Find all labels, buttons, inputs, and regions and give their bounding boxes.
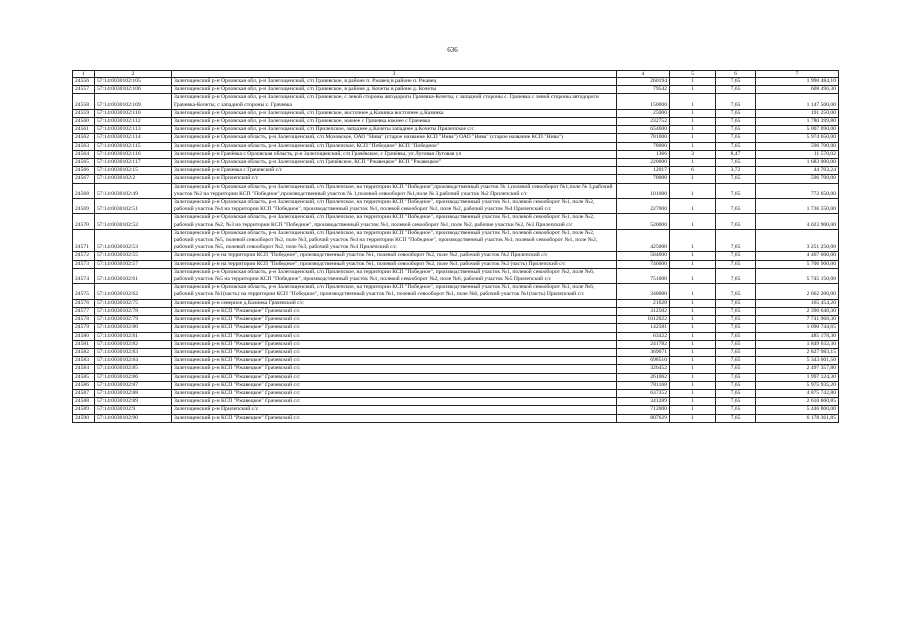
rate-cell: 7,65 [716,199,756,214]
area-cell: 637352 [617,389,670,397]
category-cell: 1 [670,214,716,229]
cadastral-number-cell: 57:14:0030102:79 [95,316,172,324]
location-description-cell: Залегощенский р-н Орловская область, р-н Залегощенский, с/п Прилепское, на территории КСП "Победное", производственный участок №1, полевой севооборот №1, поле №6, рабочий участок №1(часть) на территории КСП "Победное", производственный участок №1, полевой севооборот №1, поле №6, рабочий участок №1(часть) Прилепский с/с [172,284,617,299]
category-cell: 1 [670,268,716,283]
location-description-cell: Залегощенский р-н КСП "Ржавецкое" Грачевский с/с [172,373,617,381]
row-number-cell: 24569 [73,199,95,214]
area-cell: 654600 [617,126,670,134]
table-row [73,332,839,340]
area-cell: 142581 [617,324,670,332]
column-header: 4 [617,71,670,78]
table-row [73,348,839,356]
location-description-cell: Залегощенский р-н Орловская область, р-н Залегощенский, с/п Прилепское, на территории КСП "Победное", производственный участок №1, полевой севооборот №1, поле №2, рабочий участок №2, №3 на территории КСП "Победное", производственный участок №1, полевой севооборот №1, поле №2, рабочие участки №2, №3 Прилепский с/с [172,214,617,229]
table-row [73,134,839,142]
rate-cell: 7,65 [716,324,756,332]
cadastral-number-cell: 57:14:0030102:105 [95,78,172,86]
location-description-cell: Залегощенский р-н Орловская обл, р-н Залегощенский, с/п Грачевское, с левой стороны автодороги Грачевка-Кочеты, с западной стороны с. Грачевка с левой стороны автодороги Грачевка-Кочеты, с западной стороны с. Грачевка [172,94,617,109]
table-row [73,94,839,109]
location-description-cell: Залегощенский р-н на территории КСП "Победное", производственный участок №1, полевой севооборот №2, поле №3, рабочий участок №2 (часть) Прилепский с/с [172,260,617,268]
rate-cell: 7,65 [716,94,756,109]
table-row [73,268,839,283]
area-cell: 751000 [617,268,670,283]
rate-cell: 7,65 [716,214,756,229]
row-number-cell: 24564 [73,150,95,158]
table-row [73,365,839,373]
area-cell: 712000 [617,406,670,414]
cadastral-value-cell: 2 662 200,00 [756,284,839,299]
category-cell: 1 [670,406,716,414]
rate-cell: 7,65 [716,118,756,126]
cadastral-number-cell: 57:14:0030102:52 [95,214,172,229]
location-description-cell: Залегощенский р-н Орловская обл, р-н Залегощенский, с/п Прилепское, западнее д.Кочеты западнее д.Кочеты Прилепское с/с [172,126,617,134]
cadastral-value-cell: 6 178 361,85 [756,414,839,422]
cadastral-value-cell: 2 827 983,15 [756,348,839,356]
area-cell: 348000 [617,284,670,299]
row-number-cell: 24558 [73,94,95,109]
table-row [73,316,839,324]
cadastral-number-cell: 57:14:0030102:110 [95,109,172,117]
cadastral-value-cell: 596 700,00 [756,175,839,183]
cadastral-number-cell: 57:14:0030102:112 [95,118,172,126]
cadastral-number-cell: 57:14:0030102:88 [95,389,172,397]
row-number-cell: 24557 [73,86,95,94]
rate-cell: 7,65 [716,340,756,348]
rate-cell: 7,65 [716,316,756,324]
column-header: 5 [670,71,716,78]
cadastral-value-cell: 1 090 744,65 [756,324,839,332]
category-cell: 1 [670,199,716,214]
cadastral-value-cell: 3 251 250,00 [756,229,839,252]
area-cell: 12017 [617,167,670,175]
area-cell: 78000 [617,175,670,183]
cadastral-number-cell: 57:14:0030102:85 [95,365,172,373]
rate-cell: 7,65 [716,109,756,117]
row-number-cell: 24579 [73,324,95,332]
cadastral-value-cell: 772 650,00 [756,183,839,198]
table-row [73,118,839,126]
cadastral-number-cell: 57:14:0030102:61 [95,268,172,283]
table-body [73,78,839,423]
row-number-cell: 24589 [73,406,95,414]
location-description-cell: Залегощенский р-н КСП "Ржавецкое" Грачевский с/с [172,316,617,324]
area-cell: 781000 [617,134,670,142]
row-number-cell: 24580 [73,332,95,340]
category-cell: 1 [670,357,716,365]
area-cell: 425000 [617,229,670,252]
cadastral-number-cell: 57:14:0030102:117 [95,159,172,167]
category-cell: 6 [670,167,716,175]
table-row [73,299,839,307]
table-row [73,389,839,397]
rate-cell: 7,65 [716,126,756,134]
location-description-cell: Залегощенский р-н Орловская область, р-н Залегощенский, с/п Моховское, ОАО "Нива" (старое название КСП "Нива") ОАО "Нива" (старое название КСП "Нива") [172,134,617,142]
column-header: 6 [716,71,756,78]
cadastral-value-cell: 11 570,02 [756,150,839,158]
category-cell: 1 [670,398,716,406]
table-row [73,126,839,134]
table-row [73,398,839,406]
location-description-cell: Залегощенский р-н Прилепский с/с [172,175,617,183]
rate-cell: 7,65 [716,414,756,422]
cadastral-number-cell: 57:14:0030102:113 [95,126,172,134]
row-number-cell: 24582 [73,348,95,356]
cadastral-value-cell: 2 497 357,80 [756,365,839,373]
area-cell: 79542 [617,86,670,94]
category-cell: 1 [670,134,716,142]
table-row [73,229,839,252]
row-number-cell: 24571 [73,229,95,252]
category-cell: 1 [670,229,716,252]
rate-cell: 7,65 [716,373,756,381]
table-row [73,324,839,332]
location-description-cell: Залегощенский р-н Орловская область, р-н Залегощенский, с/п Прилепское, на территории КСП "Победное", производственный участок №1, полевой севооборот №1, поле №2, рабочий участок №5, полевой севооборот №2, поле №3, рабочий участок №4 на территории КСП "Победное", производственный участок №1, полевой севооборот №1, поле №2, рабочий участок №5, полевой севооборот №2, поле №3, рабочий участок №4 Прилепский с/с [172,229,617,252]
row-number-cell: 24587 [73,389,95,397]
location-description-cell: Залегощенский р-н северное д.Казинка Грачевский с/с [172,299,617,307]
row-number-cell: 24581 [73,340,95,348]
rate-cell: 7,65 [716,284,756,299]
category-cell: 1 [670,373,716,381]
row-number-cell: 24570 [73,214,95,229]
row-number-cell: 24586 [73,381,95,389]
cadastral-number-cell: 57:14:0030102:106 [95,86,172,94]
area-cell: 232752 [617,118,670,126]
cadastral-value-cell: 1 683 000,00 [756,159,839,167]
rate-cell: 7,65 [716,183,756,198]
table-row [73,109,839,117]
row-number-cell: 24575 [73,284,95,299]
row-number-cell: 24563 [73,142,95,150]
category-cell: 1 [670,324,716,332]
cadastral-number-cell: 57:14:0030102:81 [95,332,172,340]
area-cell: 1366 [617,150,670,158]
location-description-cell: Залегощенский р-н КСП "Ржавецкое" Грачевский с/с [172,324,617,332]
area-cell: 220000 [617,159,670,167]
location-description-cell: Залегощенский р-н Орловская область, р-н Залегощенский, с/п Грачёвское, КСП "Ржавецкое" КСП "Ржавецкое" [172,159,617,167]
table-row [73,357,839,365]
cadastral-number-cell: 57:14:0030102:55 [95,252,172,260]
location-description-cell: Залегощенский р-н Орловская область, р-н Залегощенский, с/п Прилепское, на территории КСП "Победное",производственный участок № 1,полевой севооборот №1,поле № 3,рабочий участок №2 на территории КСП "Победное",производственный участок № 1,полевой севооборот №1,поле № 3,рабочий участок №2 Прилепский с/с [172,183,617,198]
column-number-row [73,71,839,78]
cadastral-value-cell: 5 343 601,50 [756,357,839,365]
rate-cell: 7,65 [716,229,756,252]
category-cell: 1 [670,94,716,109]
cadastral-value-cell: 4 023 900,00 [756,214,839,229]
category-cell: 1 [670,381,716,389]
row-number-cell: 24572 [73,252,95,260]
location-description-cell: Залегощенский р-н КСП "Ржавецкое" Грачевский с/с [172,357,617,365]
location-description-cell: Залегощенский р-н Орловская обл, р-н Залегощенский, с/п Грачевское, южнее с Грачевка южнее с Грачевка [172,118,617,126]
table-row [73,78,839,86]
table-row [73,252,839,260]
rate-cell: 7,65 [716,268,756,283]
area-cell: 698510 [617,357,670,365]
category-cell: 1 [670,260,716,268]
row-number-cell: 24561 [73,126,95,134]
cadastral-number-cell: 57:14:0030102:86 [95,373,172,381]
cadastral-number-cell: 57:14:0030102:57 [95,260,172,268]
cadastral-number-cell: 57:14:0030102:75 [95,299,172,307]
rate-cell: 7,65 [716,134,756,142]
area-cell: 150000 [617,94,670,109]
rate-cell: 7,65 [716,299,756,307]
cadastral-number-cell: 57:14:0030102:9 [95,406,172,414]
row-number-cell: 24578 [73,316,95,324]
cadastral-number-cell: 57:14:0030102:53 [95,229,172,252]
table-row [73,199,839,214]
table-row [73,167,839,175]
area-cell: 369671 [617,348,670,356]
table-row [73,406,839,414]
cadastral-value-cell: 1 147 500,00 [756,94,839,109]
cadastral-number-cell: 57:14:0030102:83 [95,348,172,356]
cadastral-number-cell: 57:14:0030102:78 [95,307,172,315]
category-cell: 1 [670,159,716,167]
row-number-cell: 24584 [73,365,95,373]
cadastral-number-cell: 57:14:0030102:82 [95,340,172,348]
category-cell: 1 [670,307,716,315]
rate-cell: 7,65 [716,357,756,365]
rate-cell: 7,65 [716,307,756,315]
table-row [73,373,839,381]
cadastral-value-cell: 2 390 640,30 [756,307,839,315]
category-cell: 1 [670,284,716,299]
location-description-cell: Залегощенский р-н КСП "Ржавецкое" Грачевский с/с [172,365,617,373]
location-description-cell: Залегощенский р-н КСП "Ржавецкое" Грачевский с/с [172,389,617,397]
table-row [73,86,839,94]
rate-cell: 7,65 [716,389,756,397]
row-number-cell: 24556 [73,78,95,86]
location-description-cell: Залегощенский р-н КСП "Ржавецкое" Грачевский с/с [172,307,617,315]
rate-cell: 3,72 [716,167,756,175]
category-cell: 1 [670,109,716,117]
rate-cell: 8,47 [716,150,756,158]
row-number-cell: 24588 [73,398,95,406]
cadastral-value-cell: 5 975 935,20 [756,381,839,389]
area-cell: 341289 [617,398,670,406]
cadastral-number-cell: 57:14:0030102:115 [95,142,172,150]
row-number-cell: 24566 [73,167,95,175]
area-cell: 260194 [617,78,670,86]
area-cell: 63422 [617,332,670,340]
cadastral-number-cell: 57:14:0030102:90 [95,414,172,422]
area-cell: 584000 [617,252,670,260]
rate-cell: 7,65 [716,365,756,373]
category-cell: 1 [670,175,716,183]
column-header: 7 [756,71,839,78]
cadastral-value-cell: 4 875 742,80 [756,389,839,397]
area-cell: 21628 [617,299,670,307]
category-cell: 1 [670,316,716,324]
category-cell: 1 [670,142,716,150]
location-description-cell: Залегощенский р-н на территории КСП "Победное", производственный участок №1, полевой севооборот №2, поле №2, рабочий участок №2 Прилепский с/с [172,252,617,260]
cadastral-number-cell: 57:14:0030102:2 [95,175,172,183]
category-cell: 1 [670,118,716,126]
table-row [73,340,839,348]
table-row [73,175,839,183]
cadastral-value-cell: 5 745 150,00 [756,268,839,283]
row-number-cell: 24565 [73,159,95,167]
location-description-cell: Залегощенский р-н КСП "Ржавецкое" Грачевский с/с [172,414,617,422]
area-cell: 241782 [617,340,670,348]
row-number-cell: 24559 [73,109,95,117]
category-cell: 1 [670,86,716,94]
cadastral-value-cell: 485 178,30 [756,332,839,340]
cadastral-number-cell: 57:14:0030102:109 [95,94,172,109]
rate-cell: 7,65 [716,406,756,414]
category-cell: 1 [670,332,716,340]
location-description-cell: Залегощенский р-н КСП "Ржавецкое" Грачевский с/с [172,348,617,356]
rate-cell: 7,65 [716,252,756,260]
column-header: 2 [95,71,172,78]
location-description-cell: Залегощенский р-н КСП "Ржавецкое" Грачевский с/с [172,340,617,348]
rate-cell: 7,65 [716,175,756,183]
cadastral-value-cell: 5 706 900,00 [756,260,839,268]
location-description-cell: Залегощенский р-н Орловская обл, р-н Залегощенский, с/п Грачевское, восточнее д.Казинка восточнее д.Казинка [172,109,617,117]
category-cell: 1 [670,183,716,198]
rate-cell: 7,65 [716,142,756,150]
row-number-cell: 24562 [73,134,95,142]
rate-cell: 7,65 [716,348,756,356]
table-row [73,150,839,158]
row-number-cell: 24590 [73,414,95,422]
row-number-cell: 24560 [73,118,95,126]
table-row [73,214,839,229]
area-cell: 781168 [617,381,670,389]
cadastral-value-cell: 7 741 968,30 [756,316,839,324]
table-row [73,381,839,389]
area-cell: 101000 [617,183,670,198]
cadastral-number-cell: 57:14:0030102:116 [95,150,172,158]
cadastral-value-cell: 5 446 800,00 [756,406,839,414]
area-cell: 807629 [617,414,670,422]
category-cell: 3 [670,150,716,158]
table-row [73,159,839,167]
rate-cell: 7,65 [716,159,756,167]
cadastral-number-cell: 57:14:0030102:15 [95,167,172,175]
location-description-cell: Залегощенский р-н КСП "Ржавецкое" Грачевский с/с [172,381,617,389]
cadastral-number-cell: 57:14:0030102:89 [95,398,172,406]
row-number-cell: 24568 [73,183,95,198]
cadastral-number-cell: 57:14:0030102:84 [95,357,172,365]
location-description-cell: Залегощенский р-н Орловская область, р-н Залегощенский, с/п Прилепское, на территории КСП "Победное", производственный участок №1, полевой севооборот №2, поле №6, рабочий участок №5 на территории КСП "Победное", производственный участок №1, полевой севооборот №2, поле №6, рабочий участок №5 Прилепский с/с [172,268,617,283]
location-description-cell: Залегощенский р-н КСП "Ржавецкое" Грачевский с/с [172,398,617,406]
area-cell: 526000 [617,214,670,229]
cadastral-number-cell: 57:14:0030102:114 [95,134,172,142]
category-cell: 1 [670,126,716,134]
area-cell: 227000 [617,199,670,214]
location-description-cell: Залегощенский р-н Орловская область, р-н Залегощенский, с/п Прилепское, КСП "Победное" КСП "Победное" [172,142,617,150]
cadastral-value-cell: 165 454,20 [756,299,839,307]
cadastral-value-cell: 191 250,00 [756,109,839,117]
location-description-cell: Залегощенский р-н Грачевка с Грачевский с/с [172,167,617,175]
table-row [73,260,839,268]
cadastral-number-cell: 57:14:0030102:80 [95,324,172,332]
location-description-cell: Залегощенский р-н Орловская обл, р-н Залегощенский, с/п Грачевское, в районе п. Ржавец в районе п. Ржавец [172,78,617,86]
location-description-cell: Залегощенский р-н Грачёвка с Орловская область, р-н Залегощенский, с/п Грачёвское, с Грачёвка, ул Луговая Луговая ул [172,150,617,158]
area-cell: 25000 [617,109,670,117]
cadastral-number-cell: 57:14:0030102:49 [95,183,172,198]
area-cell: 1012022 [617,316,670,324]
location-description-cell: Залегощенский р-н Прилепский с/с [172,406,617,414]
category-cell: 1 [670,348,716,356]
table-row [73,142,839,150]
page-number: 636 [447,46,458,54]
table-row [73,183,839,198]
area-cell: 78000 [617,142,670,150]
category-cell: 1 [670,78,716,86]
location-description-cell: Залегощенский р-н КСП "Ржавецкое" Грачевский с/с [172,332,617,340]
cadastral-value-cell: 1 780 399,80 [756,118,839,126]
table-row [73,307,839,315]
column-header: 3 [172,71,617,78]
cadastral-number-cell: 57:14:0030102:51 [95,199,172,214]
row-number-cell: 24577 [73,307,95,315]
row-number-cell: 24567 [73,175,95,183]
column-header: 1 [73,71,95,78]
cadastral-value-cell: 5 007 690,00 [756,126,839,134]
area-cell: 746000 [617,260,670,268]
row-number-cell: 24576 [73,299,95,307]
rate-cell: 7,65 [716,86,756,94]
cadastral-value-cell: 596 700,00 [756,142,839,150]
cadastral-value-cell: 4 467 600,00 [756,252,839,260]
area-cell: 312502 [617,307,670,315]
category-cell: 1 [670,365,716,373]
cadastral-value-cell: 608 496,30 [756,86,839,94]
cadastral-value-cell: 44 703,24 [756,167,839,175]
cadastral-value-cell: 1 849 632,30 [756,340,839,348]
cadastral-value-cell: 1 736 550,00 [756,199,839,214]
category-cell: 1 [670,252,716,260]
table-row [73,414,839,422]
rate-cell: 7,65 [716,381,756,389]
area-cell: 261062 [617,373,670,381]
category-cell: 1 [670,340,716,348]
rate-cell: 7,65 [716,398,756,406]
row-number-cell: 24583 [73,357,95,365]
cadastral-value-cell: 5 974 650,00 [756,134,839,142]
location-description-cell: Залегощенский р-н Орловская обл, р-н Залегощенский, с/п Грачевское, в районе д. Кочеты в районе д. Кочеты [172,86,617,94]
cadastral-number-cell: 57:14:0030102:62 [95,284,172,299]
row-number-cell: 24573 [73,260,95,268]
cadastral-value-cell: 1 990 484,10 [756,78,839,86]
area-cell: 326452 [617,365,670,373]
cadastral-value-cell: 2 610 860,85 [756,398,839,406]
location-description-cell: Залегощенский р-н Орловская область, р-н Залегощенский, с/п Прилепское, на территории КСП "Победное", производственный участок №1, полевой севооборот №1, поле №2, рабочий участок №4 на территории КСП "Победное", производственный участок №1, полевой севооборот №1, поле №2, рабочий участок №4 Прилепский с/с [172,199,617,214]
category-cell: 1 [670,299,716,307]
rate-cell: 7,65 [716,78,756,86]
land-registry-table [72,70,839,423]
rate-cell: 7,65 [716,260,756,268]
row-number-cell: 24574 [73,268,95,283]
table-row [73,284,839,299]
row-number-cell: 24585 [73,373,95,381]
cadastral-value-cell: 1 997 124,30 [756,373,839,381]
category-cell: 1 [670,414,716,422]
rate-cell: 7,65 [716,332,756,340]
cadastral-number-cell: 57:14:0030102:87 [95,381,172,389]
category-cell: 1 [670,389,716,397]
